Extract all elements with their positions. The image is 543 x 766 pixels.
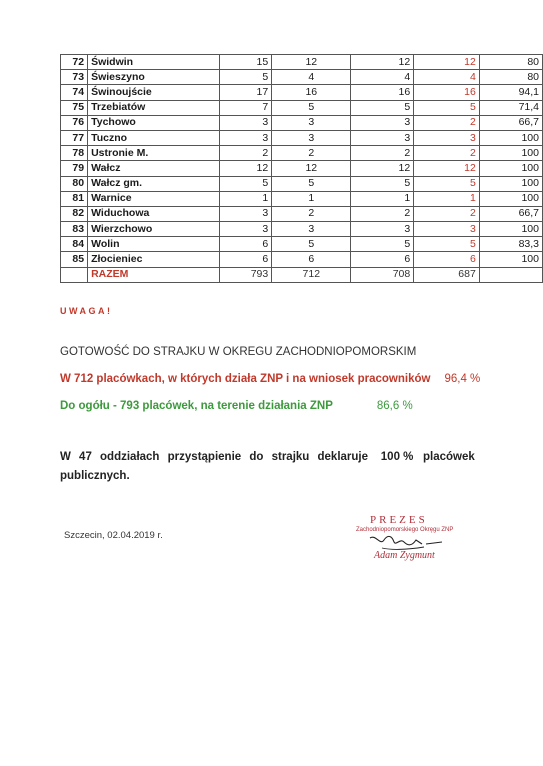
table-total-row — [61, 267, 543, 282]
row-value-c4: 4 — [414, 70, 480, 85]
total-value-c3: 708 — [351, 267, 414, 282]
row-value-c5: 100 — [479, 191, 542, 206]
row-municipality: Wałcz gm. — [88, 176, 220, 191]
row-value-c3: 3 — [351, 115, 414, 130]
row-value-c2: 3 — [272, 115, 351, 130]
table-row — [61, 70, 543, 85]
row-municipality: Świdwin — [88, 55, 220, 70]
row-value-c5: 71,4 — [479, 100, 542, 115]
row-municipality: Ustronie M. — [88, 146, 220, 161]
row-value-c5: 80 — [479, 55, 542, 70]
row-value-c2: 3 — [272, 130, 351, 145]
branches-text-end: placówek publicznych. — [60, 451, 475, 482]
row-value-c4: 2 — [414, 206, 480, 221]
table-row — [61, 85, 543, 100]
row-value-c4: 3 — [414, 130, 480, 145]
row-value-c2: 4 — [272, 70, 351, 85]
row-municipality: Wolin — [88, 237, 220, 252]
branches-percent: 100 % — [380, 451, 414, 463]
row-value-c5: 100 — [479, 146, 542, 161]
row-number: 82 — [61, 206, 88, 221]
row-value-c4: 2 — [414, 115, 480, 130]
row-municipality: Trzebiatów — [88, 100, 220, 115]
row-value-c5: 100 — [479, 161, 542, 176]
row-number: 77 — [61, 130, 88, 145]
row-number: 80 — [61, 176, 88, 191]
znp-readiness-text: W 712 placówkach, w których działa ZNP i na wniosek pracowników — [60, 373, 431, 385]
row-value-c3: 3 — [351, 222, 414, 237]
table-row — [61, 115, 543, 130]
row-value-c3: 6 — [351, 252, 414, 267]
row-value-c2: 5 — [272, 100, 351, 115]
row-number: 76 — [61, 115, 88, 130]
total-value-c2: 712 — [272, 267, 351, 282]
row-value-c3: 3 — [351, 130, 414, 145]
znp-readiness-percent: 96,4 % — [444, 373, 481, 385]
table-row — [61, 55, 543, 70]
row-value-c1: 3 — [220, 222, 272, 237]
table-row — [61, 191, 543, 206]
row-value-c2: 3 — [272, 222, 351, 237]
row-value-c3: 5 — [351, 237, 414, 252]
row-value-c2: 2 — [272, 206, 351, 221]
row-value-c4: 5 — [414, 176, 480, 191]
table-row — [61, 252, 543, 267]
overall-readiness-line — [60, 400, 413, 412]
total-value-c1: 793 — [220, 267, 272, 282]
row-municipality: Złocieniec — [88, 252, 220, 267]
row-municipality: Widuchowa — [88, 206, 220, 221]
znp-readiness-line — [60, 373, 480, 385]
row-number: 84 — [61, 237, 88, 252]
row-value-c5: 100 — [479, 130, 542, 145]
row-value-c5: 94,1 — [479, 85, 542, 100]
row-value-c4: 1 — [414, 191, 480, 206]
row-value-c2: 5 — [272, 176, 351, 191]
stamp-organization: Zachodniopomorskiego Okręgu ZNP — [356, 527, 454, 533]
row-value-c5: 80 — [479, 70, 542, 85]
stamp-title: PREZES — [370, 514, 428, 526]
row-value-c1: 6 — [220, 237, 272, 252]
row-municipality: Tychowo — [88, 115, 220, 130]
row-value-c3: 2 — [351, 206, 414, 221]
row-number: 81 — [61, 191, 88, 206]
president-stamp — [356, 514, 476, 570]
strike-readiness-table — [60, 54, 543, 283]
row-value-c2: 6 — [272, 252, 351, 267]
row-municipality: Świeszyno — [88, 70, 220, 85]
row-value-c2: 2 — [272, 146, 351, 161]
table-row — [61, 176, 543, 191]
table-row — [61, 146, 543, 161]
warning-label: UWAGA! — [60, 306, 113, 316]
row-value-c3: 4 — [351, 70, 414, 85]
document-date: Szczecin, 02.04.2019 r. — [64, 530, 163, 541]
row-value-c3: 5 — [351, 100, 414, 115]
row-value-c3: 16 — [351, 85, 414, 100]
row-number: 85 — [61, 252, 88, 267]
row-value-c1: 7 — [220, 100, 272, 115]
row-value-c1: 5 — [220, 176, 272, 191]
row-value-c5: 66,7 — [479, 206, 542, 221]
table-row — [61, 130, 543, 145]
row-value-c3: 1 — [351, 191, 414, 206]
row-value-c4: 6 — [414, 252, 480, 267]
row-number: 75 — [61, 100, 88, 115]
row-value-c1: 3 — [220, 115, 272, 130]
total-number-cell — [61, 267, 88, 282]
section-heading: GOTOWOŚĆ DO STRAJKU W OKREGU ZACHODNIOPOMORSKIM — [60, 346, 417, 358]
total-value-c4: 687 — [414, 267, 480, 282]
row-value-c1: 3 — [220, 206, 272, 221]
row-value-c1: 5 — [220, 70, 272, 85]
row-number: 79 — [61, 161, 88, 176]
table-row — [61, 100, 543, 115]
row-number: 78 — [61, 146, 88, 161]
row-number: 74 — [61, 85, 88, 100]
row-municipality: Tuczno — [88, 130, 220, 145]
branches-paragraph — [60, 448, 480, 486]
row-municipality: Warnice — [88, 191, 220, 206]
row-value-c5: 100 — [479, 222, 542, 237]
row-value-c5: 66,7 — [479, 115, 542, 130]
row-value-c3: 5 — [351, 176, 414, 191]
row-value-c1: 12 — [220, 161, 272, 176]
row-value-c2: 5 — [272, 237, 351, 252]
row-value-c4: 12 — [414, 55, 480, 70]
row-value-c3: 12 — [351, 55, 414, 70]
row-value-c2: 1 — [272, 191, 351, 206]
row-value-c4: 3 — [414, 222, 480, 237]
table-body — [61, 55, 543, 283]
row-value-c4: 5 — [414, 100, 480, 115]
row-number: 72 — [61, 55, 88, 70]
row-value-c2: 16 — [272, 85, 351, 100]
table-row — [61, 161, 543, 176]
row-value-c2: 12 — [272, 55, 351, 70]
total-label: RAZEM — [88, 267, 220, 282]
row-value-c4: 16 — [414, 85, 480, 100]
row-number: 83 — [61, 222, 88, 237]
row-municipality: Świnoujście — [88, 85, 220, 100]
row-municipality: Wałcz — [88, 161, 220, 176]
row-value-c4: 2 — [414, 146, 480, 161]
row-value-c5: 100 — [479, 176, 542, 191]
table-row — [61, 237, 543, 252]
row-number: 73 — [61, 70, 88, 85]
row-value-c4: 12 — [414, 161, 480, 176]
table-row — [61, 222, 543, 237]
row-value-c3: 2 — [351, 146, 414, 161]
row-value-c2: 12 — [272, 161, 351, 176]
branches-text: W 47 oddziałach przystąpienie do strajku deklaruje — [60, 451, 368, 463]
stamp-name: Adam Zygmunt — [374, 550, 435, 561]
row-value-c5: 83,3 — [479, 237, 542, 252]
row-value-c1: 3 — [220, 130, 272, 145]
row-municipality: Wierzchowo — [88, 222, 220, 237]
row-value-c1: 6 — [220, 252, 272, 267]
row-value-c4: 5 — [414, 237, 480, 252]
row-value-c5: 100 — [479, 252, 542, 267]
row-value-c1: 1 — [220, 191, 272, 206]
overall-readiness-text: Do ogółu - 793 placówek, na terenie działania ZNP — [60, 400, 333, 412]
row-value-c1: 17 — [220, 85, 272, 100]
total-value-c5 — [479, 267, 542, 282]
row-value-c1: 2 — [220, 146, 272, 161]
overall-readiness-percent: 86,6 % — [376, 400, 413, 412]
row-value-c1: 15 — [220, 55, 272, 70]
table-row — [61, 206, 543, 221]
row-value-c3: 12 — [351, 161, 414, 176]
